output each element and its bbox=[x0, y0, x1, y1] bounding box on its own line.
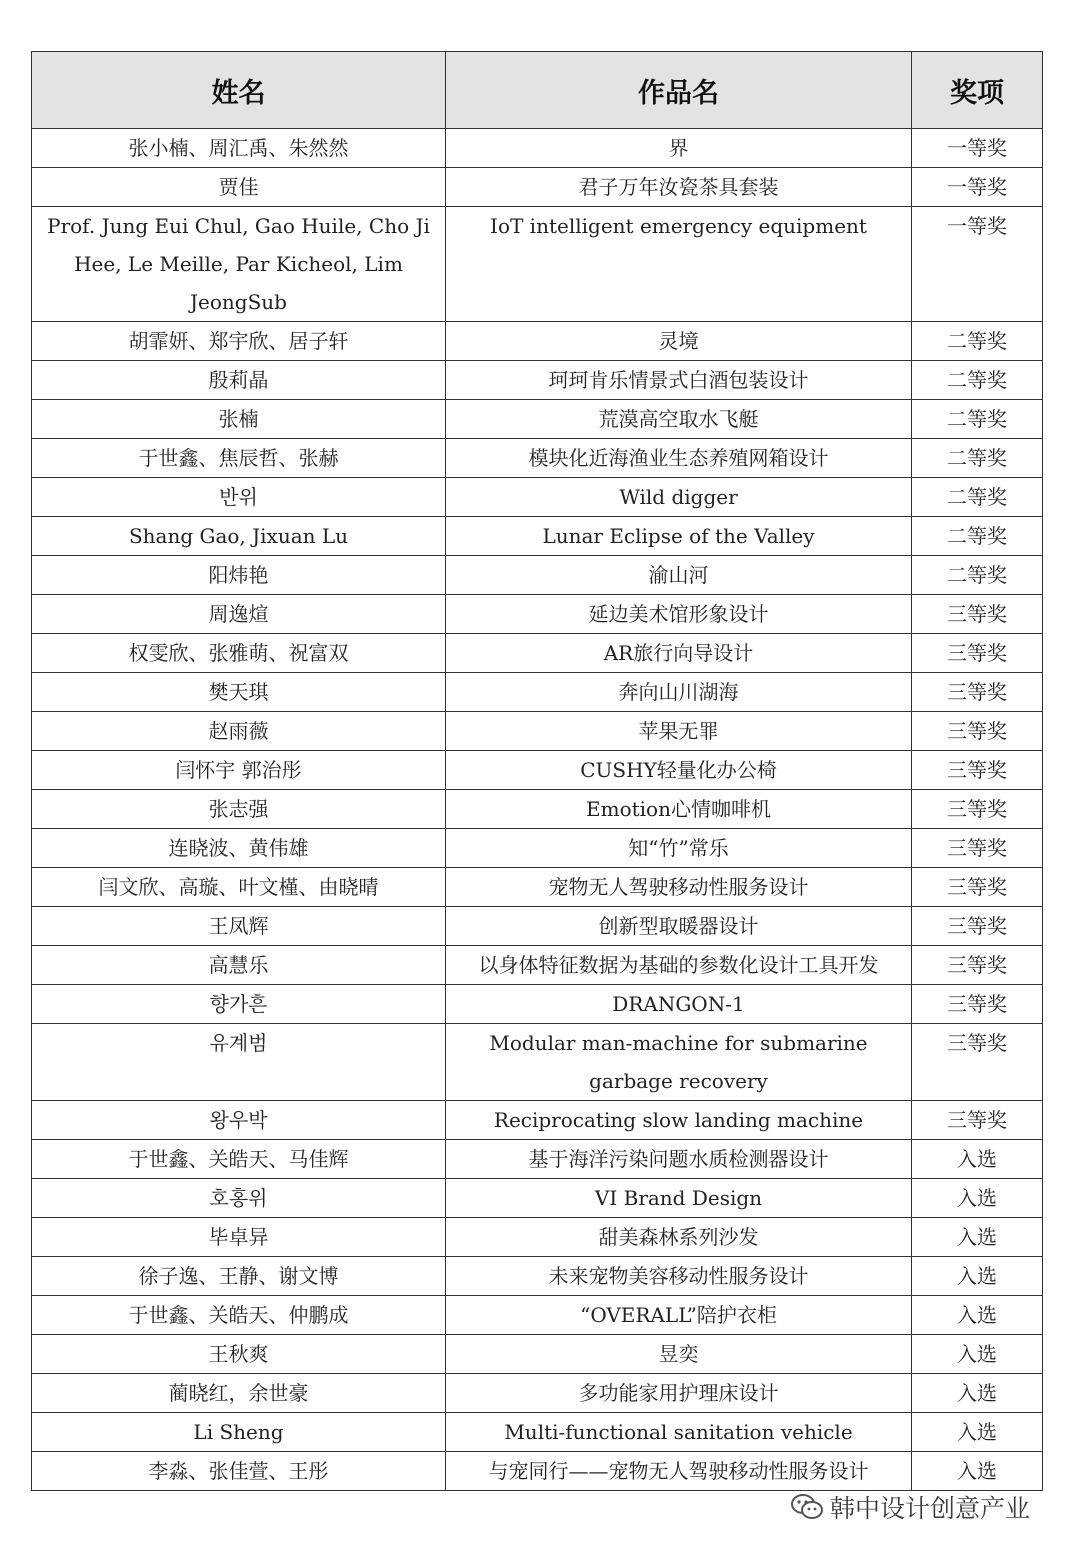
name-cell: Shang Gao, Jixuan Lu bbox=[32, 517, 446, 556]
award-cell: 三等奖 bbox=[912, 790, 1043, 829]
award-cell: 三等奖 bbox=[912, 712, 1043, 751]
award-cell: 入选 bbox=[912, 1218, 1043, 1257]
name-cell: 胡霏妍、郑宇欣、居子轩 bbox=[32, 322, 446, 361]
table-row bbox=[32, 1179, 1043, 1218]
work-cell: 荒漠高空取水飞艇 bbox=[446, 400, 912, 439]
award-cell: 入选 bbox=[912, 1452, 1043, 1491]
table-row bbox=[32, 712, 1043, 751]
award-cell: 三等奖 bbox=[912, 985, 1043, 1024]
work-cell: 灵境 bbox=[446, 322, 912, 361]
award-cell: 三等奖 bbox=[912, 634, 1043, 673]
name-cell: 阳炜艳 bbox=[32, 556, 446, 595]
wechat-icon bbox=[790, 1492, 824, 1522]
award-cell: 三等奖 bbox=[912, 829, 1043, 868]
watermark bbox=[790, 1487, 1030, 1527]
award-cell: 二等奖 bbox=[912, 517, 1043, 556]
work-cell: 界 bbox=[446, 129, 912, 168]
table-row bbox=[32, 1024, 1043, 1101]
award-cell: 三等奖 bbox=[912, 751, 1043, 790]
name-cell: 毕卓异 bbox=[32, 1218, 446, 1257]
name-cell: Prof. Jung Eui Chul, Gao Huile, Cho Ji Hee, Le Meille, Par Kicheol, Lim JeongSub bbox=[32, 207, 446, 322]
award-cell: 三等奖 bbox=[912, 868, 1043, 907]
name-cell: 李淼、张佳萱、王彤 bbox=[32, 1452, 446, 1491]
work-cell: 昱奕 bbox=[446, 1335, 912, 1374]
name-cell: 徐子逸、王静、谢文博 bbox=[32, 1257, 446, 1296]
award-cell: 二等奖 bbox=[912, 400, 1043, 439]
table-row bbox=[32, 673, 1043, 712]
table-row bbox=[32, 595, 1043, 634]
work-cell: 以身体特征数据为基础的参数化设计工具开发 bbox=[446, 946, 912, 985]
table-row bbox=[32, 907, 1043, 946]
name-cell: 殷莉晶 bbox=[32, 361, 446, 400]
award-cell: 三等奖 bbox=[912, 1024, 1043, 1101]
table-row bbox=[32, 400, 1043, 439]
work-cell: Multi-functional sanitation vehicle bbox=[446, 1413, 912, 1452]
work-cell: 创新型取暖器设计 bbox=[446, 907, 912, 946]
name-cell: 连晓波、黄伟雄 bbox=[32, 829, 446, 868]
award-cell: 入选 bbox=[912, 1335, 1043, 1374]
name-cell: 蔺晓红，余世豪 bbox=[32, 1374, 446, 1413]
table-row bbox=[32, 361, 1043, 400]
name-cell: 闫文欣、高璇、叶文槿、由晓晴 bbox=[32, 868, 446, 907]
name-cell: 赵雨薇 bbox=[32, 712, 446, 751]
table-row bbox=[32, 478, 1043, 517]
table-row bbox=[32, 168, 1043, 207]
work-cell: CUSHY轻量化办公椅 bbox=[446, 751, 912, 790]
name-cell: 王秋爽 bbox=[32, 1335, 446, 1374]
table-row bbox=[32, 751, 1043, 790]
award-cell: 二等奖 bbox=[912, 556, 1043, 595]
name-cell: 张楠 bbox=[32, 400, 446, 439]
name-cell: 반위 bbox=[32, 478, 446, 517]
table-row bbox=[32, 1257, 1043, 1296]
work-cell: 模块化近海渔业生态养殖网箱设计 bbox=[446, 439, 912, 478]
name-cell: 张志强 bbox=[32, 790, 446, 829]
name-cell: 高慧乐 bbox=[32, 946, 446, 985]
work-cell: DRANGON-1 bbox=[446, 985, 912, 1024]
table-row bbox=[32, 829, 1043, 868]
name-cell: 于世鑫、焦辰哲、张赫 bbox=[32, 439, 446, 478]
work-cell: 君子万年汝瓷茶具套装 bbox=[446, 168, 912, 207]
name-cell: 호홍위 bbox=[32, 1179, 446, 1218]
work-cell: Reciprocating slow landing machine bbox=[446, 1101, 912, 1140]
name-cell: 于世鑫、关皓天、仲鹏成 bbox=[32, 1296, 446, 1335]
table-row bbox=[32, 790, 1043, 829]
watermark-text: 韩中设计创意产业 bbox=[830, 1494, 1031, 1523]
work-cell: 渝山河 bbox=[446, 556, 912, 595]
table-row bbox=[32, 556, 1043, 595]
award-cell: 二等奖 bbox=[912, 478, 1043, 517]
work-cell: 甜美森林系列沙发 bbox=[446, 1218, 912, 1257]
table-row bbox=[32, 985, 1043, 1024]
award-cell: 一等奖 bbox=[912, 168, 1043, 207]
award-cell: 入选 bbox=[912, 1140, 1043, 1179]
name-cell: 权雯欣、张雅萌、祝富双 bbox=[32, 634, 446, 673]
work-cell: VI Brand Design bbox=[446, 1179, 912, 1218]
work-cell: 知“竹”常乐 bbox=[446, 829, 912, 868]
work-cell: 宠物无人驾驶移动性服务设计 bbox=[446, 868, 912, 907]
award-cell: 二等奖 bbox=[912, 439, 1043, 478]
work-cell: IoT intelligent emergency equipment bbox=[446, 207, 912, 322]
name-cell: 于世鑫、关皓天、马佳辉 bbox=[32, 1140, 446, 1179]
award-cell: 三等奖 bbox=[912, 673, 1043, 712]
award-column-header: 奖项 bbox=[912, 52, 1043, 129]
award-cell: 二等奖 bbox=[912, 322, 1043, 361]
table-row bbox=[32, 1374, 1043, 1413]
award-cell: 入选 bbox=[912, 1374, 1043, 1413]
name-cell: Li Sheng bbox=[32, 1413, 446, 1452]
table-row bbox=[32, 1335, 1043, 1374]
name-cell: 张小楠、周汇禹、朱然然 bbox=[32, 129, 446, 168]
work-cell: 苹果无罪 bbox=[446, 712, 912, 751]
award-cell: 二等奖 bbox=[912, 361, 1043, 400]
table-row bbox=[32, 634, 1043, 673]
work-cell: 与宠同行——宠物无人驾驶移动性服务设计 bbox=[446, 1452, 912, 1491]
award-cell: 一等奖 bbox=[912, 129, 1043, 168]
name-cell: 王凤辉 bbox=[32, 907, 446, 946]
name-cell: 闫怀宇 郭治彤 bbox=[32, 751, 446, 790]
table-row bbox=[32, 1296, 1043, 1335]
work-column-header: 作品名 bbox=[446, 52, 912, 129]
work-cell: 延边美术馆形象设计 bbox=[446, 595, 912, 634]
name-cell: 왕우박 bbox=[32, 1101, 446, 1140]
table-row bbox=[32, 868, 1043, 907]
table-row bbox=[32, 517, 1043, 556]
name-cell: 향가흔 bbox=[32, 985, 446, 1024]
table-row bbox=[32, 1218, 1043, 1257]
work-cell: AR旅行向导设计 bbox=[446, 634, 912, 673]
table-row bbox=[32, 439, 1043, 478]
award-cell: 入选 bbox=[912, 1413, 1043, 1452]
award-cell: 入选 bbox=[912, 1257, 1043, 1296]
work-cell: 基于海洋污染问题水质检测器设计 bbox=[446, 1140, 912, 1179]
name-cell: 贾佳 bbox=[32, 168, 446, 207]
awards-table bbox=[31, 51, 1043, 1491]
award-cell: 入选 bbox=[912, 1296, 1043, 1335]
table-row bbox=[32, 129, 1043, 168]
award-cell: 三等奖 bbox=[912, 907, 1043, 946]
work-cell: 未来宠物美容移动性服务设计 bbox=[446, 1257, 912, 1296]
table-row bbox=[32, 207, 1043, 322]
award-cell: 三等奖 bbox=[912, 595, 1043, 634]
award-cell: 入选 bbox=[912, 1179, 1043, 1218]
name-cell: 周逸煊 bbox=[32, 595, 446, 634]
table-row bbox=[32, 946, 1043, 985]
table-row bbox=[32, 322, 1043, 361]
work-cell: Lunar Eclipse of the Valley bbox=[446, 517, 912, 556]
header-row bbox=[32, 52, 1043, 129]
work-cell: 珂珂肯乐情景式白酒包装设计 bbox=[446, 361, 912, 400]
table-row bbox=[32, 1101, 1043, 1140]
work-cell: 奔向山川湖海 bbox=[446, 673, 912, 712]
award-cell: 三等奖 bbox=[912, 1101, 1043, 1140]
name-column-header: 姓名 bbox=[32, 52, 446, 129]
name-cell: 유계범 bbox=[32, 1024, 446, 1101]
name-cell: 樊天琪 bbox=[32, 673, 446, 712]
award-cell: 一等奖 bbox=[912, 207, 1043, 322]
award-cell: 三等奖 bbox=[912, 946, 1043, 985]
table-row bbox=[32, 1413, 1043, 1452]
table-row bbox=[32, 1452, 1043, 1491]
work-cell: Wild digger bbox=[446, 478, 912, 517]
work-cell: Modular man-machine for submarine garbage recovery bbox=[446, 1024, 912, 1101]
work-cell: Emotion心情咖啡机 bbox=[446, 790, 912, 829]
table-row bbox=[32, 1140, 1043, 1179]
work-cell: 多功能家用护理床设计 bbox=[446, 1374, 912, 1413]
work-cell: “OVERALL”陪护衣柜 bbox=[446, 1296, 912, 1335]
